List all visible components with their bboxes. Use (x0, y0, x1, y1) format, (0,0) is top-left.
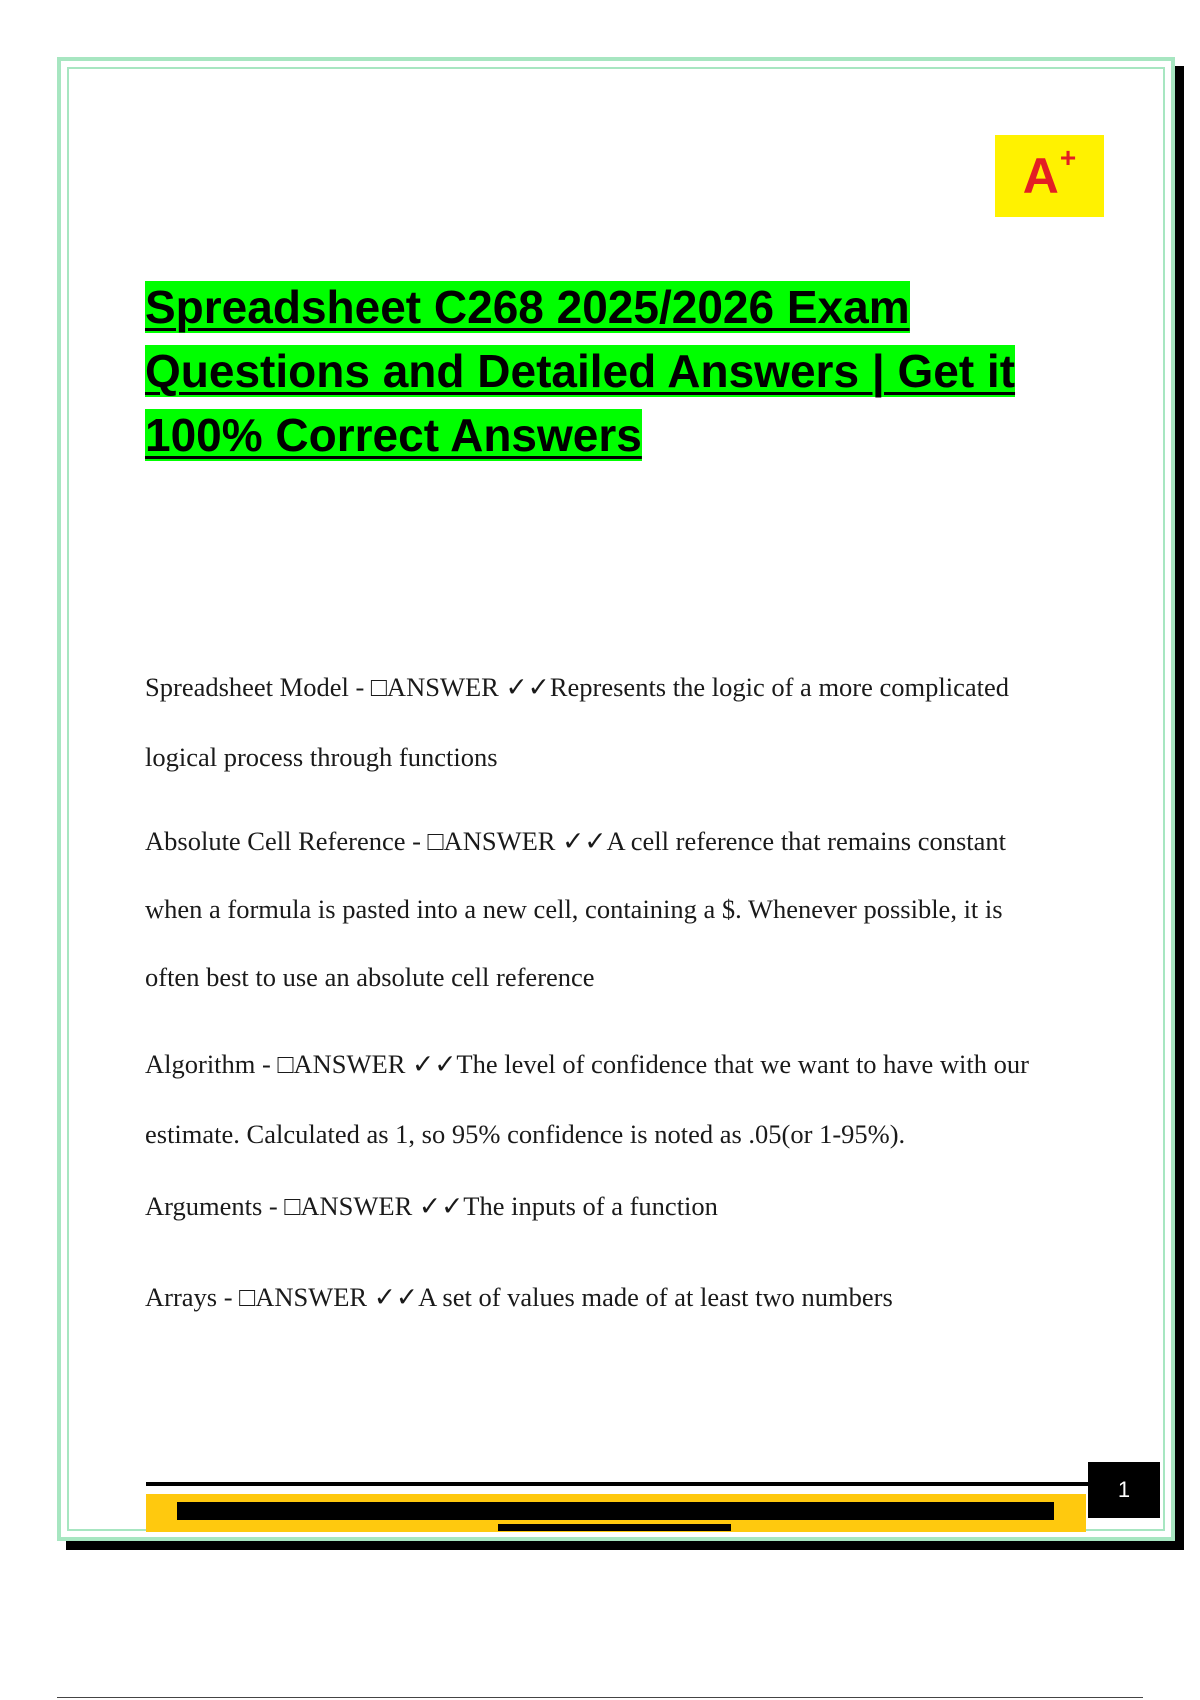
document-title (145, 275, 1075, 467)
qa-line: Arguments - □ANSWER ✓✓The inputs of a function (145, 1191, 718, 1221)
qa-line: Arrays - □ANSWER ✓✓A set of values made of at least two numbers (145, 1282, 893, 1312)
page-edge-divider (57, 1697, 1143, 1698)
qa-entry-spreadsheet-model (145, 652, 1095, 792)
footer-short-bar (498, 1524, 731, 1531)
document-title-line: 100% Correct Answers (145, 409, 642, 461)
page-number: 1 (1088, 1462, 1160, 1518)
qa-line: Algorithm - □ANSWER ✓✓The level of confidence that we want to have with our (145, 1049, 1029, 1079)
qa-line: often best to use an absolute cell reference (145, 962, 595, 992)
document-title-line: Spreadsheet C268 2025/2026 Exam (145, 281, 910, 333)
grade-badge (995, 135, 1104, 217)
document-title-line: Questions and Detailed Answers | Get it (145, 345, 1016, 397)
grade-badge-letter: A (1022, 148, 1059, 204)
qa-entry-algorithm (145, 1029, 1095, 1169)
qa-entry-arrays (145, 1277, 1095, 1317)
qa-entry-absolute-cell-reference (145, 807, 1095, 1011)
qa-line: logical process through functions (145, 742, 498, 772)
qa-line: when a formula is pasted into a new cell, containing a $. Whenever possible, it is (145, 894, 1003, 924)
qa-line: Spreadsheet Model - □ANSWER ✓✓Represents the logic of a more complicated (145, 672, 1010, 702)
qa-entry-arguments (145, 1186, 1095, 1226)
qa-line: Absolute Cell Reference - □ANSWER ✓✓A cell reference that remains constant (145, 826, 1007, 856)
qa-line: estimate. Calculated as 1, so 95% confidence is noted as .05(or 1-95%). (145, 1119, 906, 1149)
footer-black-bar (177, 1502, 1054, 1520)
grade-badge-plus: + (1059, 142, 1077, 173)
footer-divider (146, 1482, 1091, 1486)
